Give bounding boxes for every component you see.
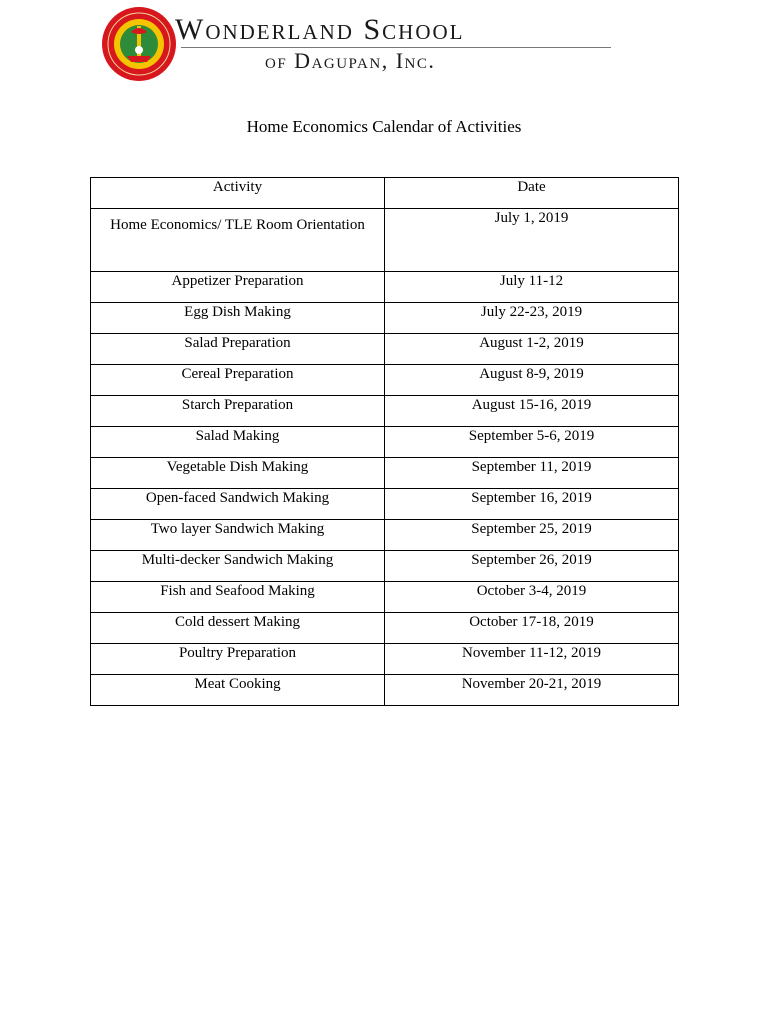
date-cell: July 22-23, 2019	[385, 303, 679, 334]
activity-cell: Salad Making	[91, 427, 385, 458]
table-row	[91, 427, 679, 458]
date-cell: November 20-21, 2019	[385, 675, 679, 706]
activity-cell: Poultry Preparation	[91, 644, 385, 675]
date-cell: August 8-9, 2019	[385, 365, 679, 396]
activities-table	[90, 177, 679, 706]
date-cell: August 1-2, 2019	[385, 334, 679, 365]
date-cell: July 11-12	[385, 272, 679, 303]
table-row	[91, 209, 679, 272]
activity-cell: Meat Cooking	[91, 675, 385, 706]
school-subtitle: of Dagupan, Inc.	[265, 48, 436, 73]
date-cell: September 5-6, 2019	[385, 427, 679, 458]
table-row	[91, 458, 679, 489]
table-row	[91, 675, 679, 706]
activity-cell: Home Economics/ TLE Room Orientation	[91, 209, 385, 272]
document-title: Home Economics Calendar of Activities	[246, 117, 522, 136]
school-seal-logo	[101, 6, 177, 82]
table-row	[91, 613, 679, 644]
school-header	[101, 6, 621, 82]
table-row	[91, 396, 679, 427]
column-header-date: Date	[385, 178, 679, 209]
activity-cell: Cereal Preparation	[91, 365, 385, 396]
activity-cell: Egg Dish Making	[91, 303, 385, 334]
activity-cell: Multi-decker Sandwich Making	[91, 551, 385, 582]
activity-cell: Starch Preparation	[91, 396, 385, 427]
table-row	[91, 520, 679, 551]
activity-cell: Open-faced Sandwich Making	[91, 489, 385, 520]
table-row	[91, 365, 679, 396]
table-row	[91, 551, 679, 582]
table-row	[91, 644, 679, 675]
date-cell: July 1, 2019	[385, 209, 679, 272]
activity-cell: Salad Preparation	[91, 334, 385, 365]
activity-cell: Two layer Sandwich Making	[91, 520, 385, 551]
table-row	[91, 272, 679, 303]
activity-cell: Fish and Seafood Making	[91, 582, 385, 613]
date-cell: August 15-16, 2019	[385, 396, 679, 427]
table-header-row	[91, 178, 679, 209]
date-cell: September 11, 2019	[385, 458, 679, 489]
activity-cell: Vegetable Dish Making	[91, 458, 385, 489]
table-row	[91, 489, 679, 520]
date-cell: September 26, 2019	[385, 551, 679, 582]
date-cell: October 17-18, 2019	[385, 613, 679, 644]
activity-cell: Cold dessert Making	[91, 613, 385, 644]
date-cell: September 25, 2019	[385, 520, 679, 551]
date-cell: September 16, 2019	[385, 489, 679, 520]
table-row	[91, 334, 679, 365]
activity-cell: Appetizer Preparation	[91, 272, 385, 303]
column-header-activity: Activity	[91, 178, 385, 209]
date-cell: November 11-12, 2019	[385, 644, 679, 675]
table-row	[91, 303, 679, 334]
school-name: Wonderland School	[175, 13, 465, 46]
table-row	[91, 582, 679, 613]
date-cell: October 3-4, 2019	[385, 582, 679, 613]
